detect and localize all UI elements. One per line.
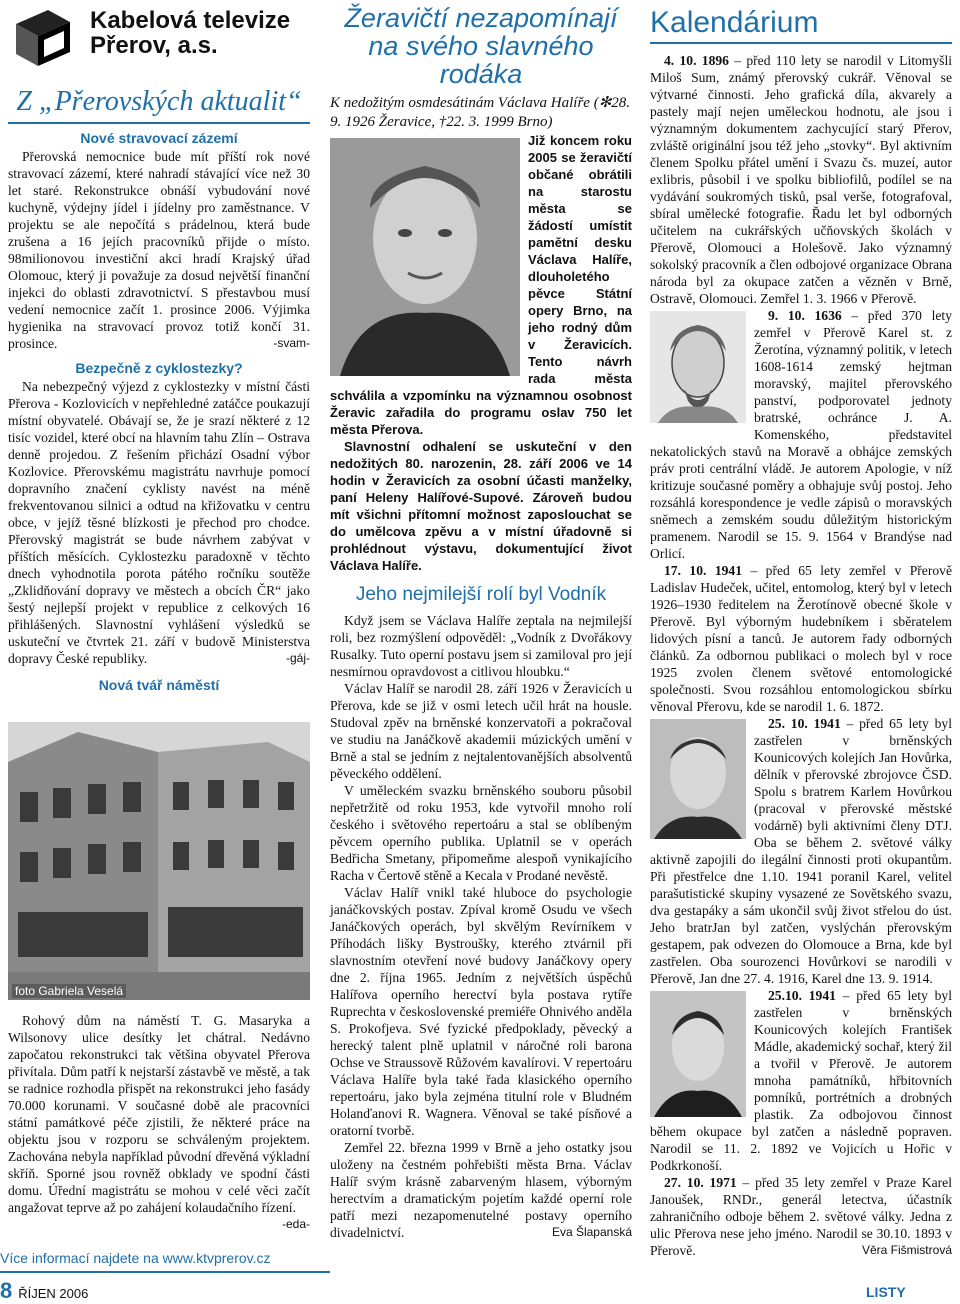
article-subtitle: K nedožitým osmdesátinám Václava Halíře (✻28. 9. 1926 Žeravice, †22. 3. 1999 Brno) xyxy=(330,95,631,130)
calendar-entry: 27. 10. 1971 – před 35 lety zemřel v Praze Karel Janoušek, RNDr., generál letectva, účastník zahraničního odboje během 2. světové války. Jedna z ulic Přerova nese jeho jméno. Narodil se 30.10. 1893 v Přerově. Věra Fišmistrová xyxy=(650,1175,952,1258)
calendar-entry: 25.10. 1941 – před 65 lety byl zastřelen v brněnských Kounicových kolejích František Mádle, akademický sochař, který žil a tvořil v Přerově. Je autorem mnoha památníků, hřbitovních pomníků, portrétních a drobných plastik. Za odbojovou činnost během okupace byl zatčen a následně popraven. Narodil se 11. 2. 1892 ve Vojicích u Hořic v Podkrkonoší. xyxy=(650,988,952,1173)
author-signature: Věra Fišmistrová xyxy=(861,1243,952,1257)
lead-paragraph: Již koncem roku 2005 se žeravičtí občané obrátili na starostu města se žádostí umístit pamětní desku Václava Halíře, dlouholetého pěvce Státní opery Brno, na jeho rodný dům v Žeravicích. Tento návrh rada města schválila a vzpomínku na významnou osobnost Žeravic zařadila do programu oslav 750 let města Přerova. xyxy=(330,133,632,437)
building-photo xyxy=(8,722,310,1000)
article-stravovani xyxy=(8,128,310,695)
right-column xyxy=(650,0,952,1259)
article-title: Bezpečně z cyklostezky? xyxy=(75,360,243,376)
issue-month: ŘÍJEN 2006 xyxy=(18,1286,89,1301)
calendar-entry: 17. 10. 1941 – před 65 lety zemřel v Přerově Ladislav Hudeček, učitel, entomolog, který byl v letech 1926–1930 ředitelem na Žerotínově obecné škole v Přerově. Byl výborným hudebníkem i sběratelem lidových písní a tanců. Je autorem řady odborných článků. Za odbornou publikaci o molech byl v roce 1925 zvolen členem světové entomologické společnosti. Svou rozsáhlou entomologickou sbírku věnoval Přerovu, kde se narodil 1. 6. 1872. xyxy=(650,563,952,714)
hovurka-portrait xyxy=(650,719,746,839)
calendar-entry: 9. 10. 1636 – před 370 lety zemřel v Přerově Karel st. z Žerotína, významný politik, v letech 1608-1614 zemský hejtman moravský, majitel přerovského panství, podporovatel jednoty bratrské, ochránce J. A. Komenského, představitel nekatolických stavů na Moravě a obhájce zemských práv proti centrální vládě. Je autorem Apologie, v níž kritizuje současné poměry a obhajuje svůj postoj. Jeho rozsáhlá korespondence je vedle zápisů o moravských sněmech a zemském soudu důležitým historickým pramenem. Narodil se 15. 9. 1564 v Brandýse nad Orlicí. xyxy=(650,308,952,561)
ktv-logo-icon xyxy=(8,4,78,72)
divider xyxy=(8,122,310,124)
zerotin-portrait xyxy=(650,311,746,423)
body-paragraph: Václav Halíř se narodil 28. září 1926 v Žeravicích u Přerova, kde se již v osmi letech učil hrát na housle. Studoval zpěv na brněnské konzervatoři a pokračoval ve studiu na Janáčkově akademii múzických umění v Brně a stal se jedním z nejtalentovanějších absolventů pěveckého oddělení. xyxy=(330,681,632,781)
photo-caption: foto Gabriela Veselá xyxy=(12,984,126,998)
author-signature: Eva Šlapanská xyxy=(551,1225,632,1239)
middle-column xyxy=(330,0,632,1241)
more-info-link[interactable]: Více informací najdete na www.ktvprerov.cz xyxy=(0,1250,271,1266)
body-paragraph: Václav Halíř vnikl také hluboce do psychologie janáčkovských postav. Zpíval kromě Osudu ve všech Janáčkových operách, byl skvělým Revírníkem v Příhodách lišky Bystroušky, kterého ztvárnil při slavnostním otevření nové budovy Janáčkovy opery dne 2. října 1965. Jedním z největších úspěchů Halířova operního herectví byla postava rytíře Ruprechta v československé premiéře Ohnivého anděla S. Prokofjeva. Své fyzické předpoklady, pěvecký a herecký talent plně uplatnil v náročné roli barona Ochse ve Straussově Růžovém kavalírovi. V repertoáru Václava Halíře byla také řada klasického operního repertoáru, jako byla zejména titulní role v Bludném Holanďanovi R. Wagnera. Věnoval se také písňové a oratorní tvorbě. xyxy=(330,885,632,1138)
calendar-title: Kalendárium xyxy=(650,6,819,39)
page-number: 8 xyxy=(0,1278,13,1303)
section-heading: Jeho nejmilejší rolí byl Vodník xyxy=(355,584,607,605)
footer-divider xyxy=(0,1271,330,1273)
calendar-entry: 25. 10. 1941 – před 65 lety byl zastřelen v brněnských Kounicových kolejích Jan Hovůrka, dělník v přerovské zbrojovce ČSD. Spolu s bratrem Karlem Hovůrkou (pracoval v přerovské městské vodárně) byli aktivními členy DTJ. Oba se během 2. světové války aktivně zapojili do ilegální činnosti proti okupantům. Při přestřelce dne 1.10. 1941 poranil Karel, velitel parašutistické skupiny vysazené ze Sovětského svazu, dva gestapáky a sám ukončil svůj život střelou do úst. Jeho bratrJan byl zatčen, vyslýchán přerovským gestapem, pak odvezen do Olomouce a Brna, kde byl zastřelen. Oba sourozenci Hovůrkovi se narodili v Přerově, Jan dne 27. 4. 1916, Karel dne 13. 9. 1914. xyxy=(650,716,952,986)
body-paragraph: V uměleckém svazku brněnského souboru působil nepřetržitě od roku 1953, kde vytvořil mnoho rolí českého i světového repertoáru a stal se oblíbeným pěvcem operního publika. Uplatnil se v operách Bedřicha Smetany, připomeňme alespoň vynikajícího Racha v Čertově stěně a Kecala v Prodané nevěstě. xyxy=(330,783,632,883)
article-text: Na nebezpečný výjezd z cyklostezky v místní části Přerova - Kozlovicích v nepřehledné zatáčce poukazují místní obyvatelé. Obávají se, že je srazí některé z 12 tisíc vozidel, které obcí na hlavním tahu Zlín – Ostrava denně projedou. Z řešením přichází Osadní výbor Kozlovice. Přerovskému magistrátu navrhuje pomocí dopravního značení cyklisty navést na méně frekventovanou silnici a odtud na křižovatku v centru obce, v jejíž těsné blízkosti je přechod pro chodce. Přerovský magistrát se bude návrhem zabývat v příštích měsících. Cyklostezku paradoxně v těchto dnech vyhodnotila porota pátého ročníku soutěže „Zklidňování dopravy ve městech a obcích ČR“ jako šestý nejlepší projekt v republice z celkových 16 přihlášených. Slavnostní vyhlášení výsledků se uskuteční ve čtvrtek 21. září v budově Ministerstva dopravy České republiky. -gáj- xyxy=(8,379,310,666)
listy-logo: LISTY xyxy=(866,1284,906,1300)
lead-paragraph: Slavnostní odhalení se uskuteční v den nedožitých 80. narozenin, 28. září 2006 ve 14 hodin v Žeravicích za osobní účasti manželky, paní Heleny Halířové-Supové. Zároveň budou mít všichni přítomní možnost zaposlouchat se do umělcova zpěvu a v místní úřadovně si prohlédnout výstavu, dokumentující život Václava Halíře. xyxy=(330,439,632,573)
body-paragraph: Když jsem se Václava Halíře zeptala na nejmilejší roli, bez rozmýšlení odpověděl: „Vodník z Dvořákovy Rusalky. Tuto operní postavu jsem si zamiloval pro její nesmírnou opravdovost a citlivou hloubku.“ xyxy=(330,613,632,679)
calendar-entry: 4. 10. 1896 – před 110 lety se narodil v Litomyšli Miloš Sum, známý přerovský cukrář. Věnoval se výtvarné činnosti. Jeho grafická díla, akvarely a pastely mají nejen uměleckou hodnotu, ale jsou i významným dokumentem zachycující starý Přerov, zvláště originální jsou též jeho „stovky“. Byl aktivním členem Spolku přátel umění i Svazu čs. muzeí, autor exlibris, působil i ve spolku bibliofilů, podílel se na vydávání soukromých tisků, psal verše, fotografoval, sbíral umělecké fotografie. Řadu let byl odborných učitelem na cukrářských učňovských školách v Přerově, Olomouci a Holešově. Jako významný sokolský pracovník a člen odbojové organizace Obrana národa byl za okupace zatčen a vězněn v Brně, Ostravě, Olomouci. Zemřel 1. 3. 1966 v Přerově. xyxy=(650,53,953,306)
article-text: Přerovská nemocnice bude mít příští rok nové stravovací zázemí, které nahradí stávající více než 30 let staré. Rekonstrukce obnáší vybudování nové kuchyně, výdejny jídel i jídelny pro zaměstnance. V projektu se ale nepočítá s prádelnou, která bude zrušena a 16 jejích pracovníků přijde o místo. 98milionovou investiční akci hradí Krajský úřad Olomouc, který ji považuje za dosud největší finanční injekci do oblasti zdravotnictví. S přestavbou musí vedení nemocnice začít 1. prosince 2006. Výjimka hygienika na stravovací provoz totiž končí 31. prosince. -svam- xyxy=(8,149,310,351)
body-paragraph: Zemřel 22. března 1999 v Brně a jeho ostatky jsou uloženy na čestném pohřebišti města Brna. Václav Halíř svým krásně zabarveným hlasem, výborným herectvím a dramatickým pojetím každé operní role patří mezi nezapomenutelné postavy operního divadelnictví. Eva Šlapanská xyxy=(330,1140,632,1240)
page-footer xyxy=(0,1278,88,1304)
divider xyxy=(650,42,952,44)
article-text: Rohový dům na náměstí T. G. Masaryka a Wilsonovy ulice desítky let chátral. Nedávno započatou rekonstrukci tak většina obyvatel Přerova přivítala. Dům patří k nejstarší zástavbě ve městě, a tak se radnice rozhodla přispět na rekonstrukci jeho fasády 70.000 korunami. V současné době ale pracovníci státní památkové péče zjistili, že některé práce na objektu jsou v rozporu se schváleným projektem. Zachována nebyla například původní dřevěná výkladní skříň. Sporné jsou rovněž obklady ve spodní části domu. Úřední magistrátu se mohou v celé věci začít angažovat teprve až po zahájení kolaudačního řízení. -eda- xyxy=(8,1013,310,1231)
section-title: Z „Přerovských aktualit“ xyxy=(16,86,302,117)
brand-title: Kabelová televize Přerov, a.s. xyxy=(90,7,291,59)
article-namesti xyxy=(8,1012,310,1233)
article-headline: Žeravičtí nezapomínají na svého slavného rodáka xyxy=(344,3,618,89)
halir-portrait xyxy=(330,138,520,376)
article-title: Nová tvář náměstí xyxy=(98,677,220,693)
article-title: Nové stravovací zázemí xyxy=(80,130,238,146)
madle-portrait xyxy=(650,991,746,1117)
